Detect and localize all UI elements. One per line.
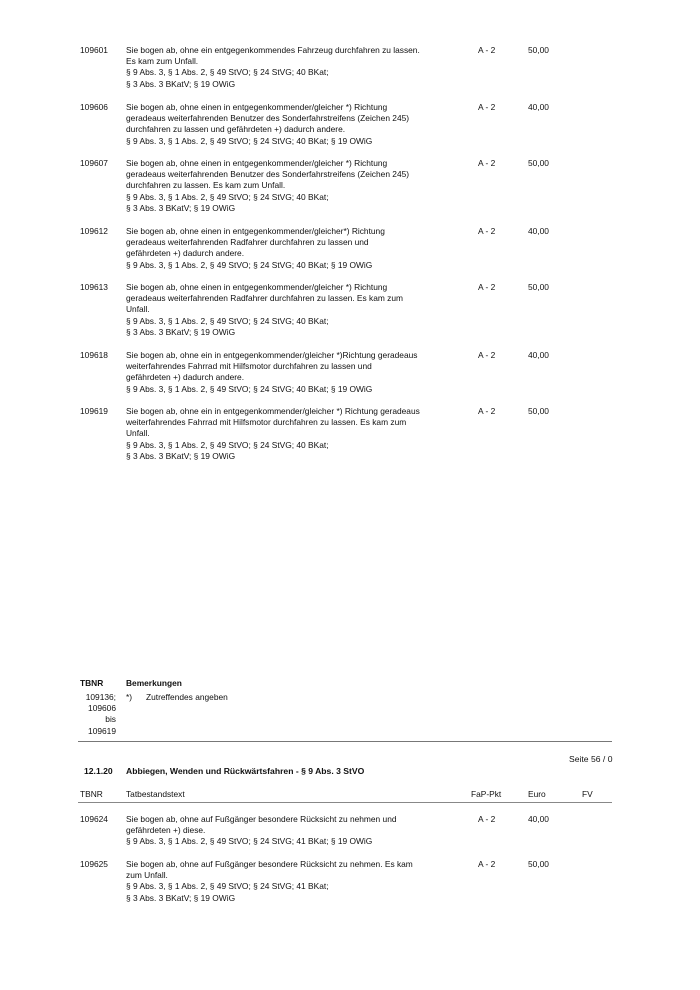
offense-text: Sie bogen ab, ohne auf Fußgänger besondere Rücksicht zu nehmen und gefährdeten +) diese. § 9 Abs. 3, § 1 Abs. 2, § 49 StVO; § 24 StVG; 41 BKat; § 19 OWiG <box>126 814 397 847</box>
header-divider <box>78 802 612 803</box>
remarks-text: Zutreffendes angeben <box>146 692 228 702</box>
tbnr-cell: 109606 <box>80 102 108 112</box>
points-cell: A - 2 <box>478 226 496 236</box>
column-header-euro: Euro <box>528 789 546 799</box>
points-cell: A - 2 <box>478 406 496 416</box>
column-header-points: FaP-Pkt <box>471 789 502 799</box>
column-header-fv: FV <box>582 789 593 799</box>
column-header-text: Tatbestandstext <box>126 789 185 799</box>
tbnr-cell: 109624 <box>80 814 108 824</box>
tbnr-cell: 109613 <box>80 282 108 292</box>
euro-cell: 50,00 <box>528 158 549 168</box>
offense-text: Sie bogen ab, ohne auf Fußgänger besondere Rücksicht zu nehmen. Es kam zum Unfall. § 9 Abs. 3, § 1 Abs. 2, § 49 StVO; § 24 StVG; 41 BKat; § 3 Abs. 3 BKatV; § 19 OWiG <box>126 859 413 903</box>
page-number: Seite 56 / 0 <box>569 754 613 764</box>
section-title: Abbiegen, Wenden und Rückwärtsfahren - § 9 Abs. 3 StVO <box>126 766 365 776</box>
offense-text: Sie bogen ab, ohne einen in entgegenkommender/gleicher *) Richtung geradeaus weiterfahrenden Benutzer des Sonderfahrstreifens (Zeichen 245) durchfahren zu lassen. Es kam zum Unfall. § 9 Abs. 3, § 1 Abs. 2, § 49 StVO; § 24 StVG; 40 BKat; § 3 Abs. 3 BKatV; § 19 OWiG <box>126 158 410 213</box>
offense-text: Sie bogen ab, ohne ein in entgegenkommender/gleicher *) Richtung geradeaus weiterfahrendes Fahrrad mit Hilfsmotor durchfahren zu lassen. Es kam zum Unfall. § 9 Abs. 3, § 1 Abs. 2, § 49 StVO; § 24 StVG; 40 BKat; § 3 Abs. 3 BKatV; § 19 OWiG <box>126 406 420 461</box>
offense-text: Sie bogen ab, ohne einen in entgegenkommender/gleicher *) Richtung geradeaus weiterfahrenden Benutzer des Sonderfahrstreifens (Zeichen 245) durchfahren zu lassen und gefährdeten +) dadurch andere. § 9 Abs. 3, § 1 Abs. 2, § 49 StVO; § 24 StVG; 40 BKat; § 19 OWiG <box>126 102 410 146</box>
divider <box>78 741 612 742</box>
points-cell: A - 2 <box>478 814 496 824</box>
tbnr-cell: 109607 <box>80 158 108 168</box>
points-cell: A - 2 <box>478 859 496 869</box>
tbnr-cell: 109601 <box>80 45 108 55</box>
offense-text: Sie bogen ab, ohne einen in entgegenkommender/gleicher*) Richtung geradeaus weiterfahrenden Radfahrer durchfahren zu lassen und gefährdeten +) dadurch andere. § 9 Abs. 3, § 1 Abs. 2, § 49 StVO; § 24 StVG; 40 BKat; § 19 OWiG <box>126 226 385 270</box>
points-cell: A - 2 <box>478 45 496 55</box>
euro-cell: 50,00 <box>528 859 549 869</box>
points-cell: A - 2 <box>478 282 496 292</box>
euro-cell: 40,00 <box>528 102 549 112</box>
section-number: 12.1.20 <box>84 766 113 776</box>
remarks-header: Bemerkungen <box>126 678 182 688</box>
euro-cell: 40,00 <box>528 814 549 824</box>
euro-cell: 50,00 <box>528 282 549 292</box>
euro-cell: 40,00 <box>528 226 549 236</box>
euro-cell: 50,00 <box>528 406 549 416</box>
tbnr-cell: 109625 <box>80 859 108 869</box>
tbnr-cell: 109619 <box>80 406 108 416</box>
remarks-marker: *) <box>126 692 133 702</box>
tbnr-cell: 109618 <box>80 350 108 360</box>
points-cell: A - 2 <box>478 102 496 112</box>
offense-text: Sie bogen ab, ohne ein in entgegenkommender/gleicher *)Richtung geradeaus weiterfahrendes Fahrrad mit Hilfsmotor durchfahren zu lassen und gefährdeten +) dadurch andere. § 9 Abs. 3, § 1 Abs. 2, § 49 StVO; § 24 StVG; 40 BKat; § 19 OWiG <box>126 350 418 394</box>
remarks-tbnr-header: TBNR <box>80 678 104 688</box>
column-header-tbnr: TBNR <box>80 789 103 799</box>
points-cell: A - 2 <box>478 158 496 168</box>
offense-text: Sie bogen ab, ohne ein entgegenkommendes Fahrzeug durchfahren zu lassen. Es kam zum Unfall. § 9 Abs. 3, § 1 Abs. 2, § 49 StVO; § 24 StVG; 40 BKat; § 3 Abs. 3 BKatV; § 19 OWiG <box>126 45 420 89</box>
points-cell: A - 2 <box>478 350 496 360</box>
euro-cell: 40,00 <box>528 350 549 360</box>
offense-text: Sie bogen ab, ohne einen in entgegenkommender/gleicher *) Richtung geradeaus weiterfahrenden Radfahrer durchfahren zu lassen. Es kam zum Unfall. § 9 Abs. 3, § 1 Abs. 2, § 49 StVO; § 24 StVG; 40 BKat; § 3 Abs. 3 BKatV; § 19 OWiG <box>126 282 403 337</box>
euro-cell: 50,00 <box>528 45 549 55</box>
remarks-tbnr-list: 109136; 109606 bis 109619 <box>85 692 116 736</box>
tbnr-cell: 109612 <box>80 226 108 236</box>
